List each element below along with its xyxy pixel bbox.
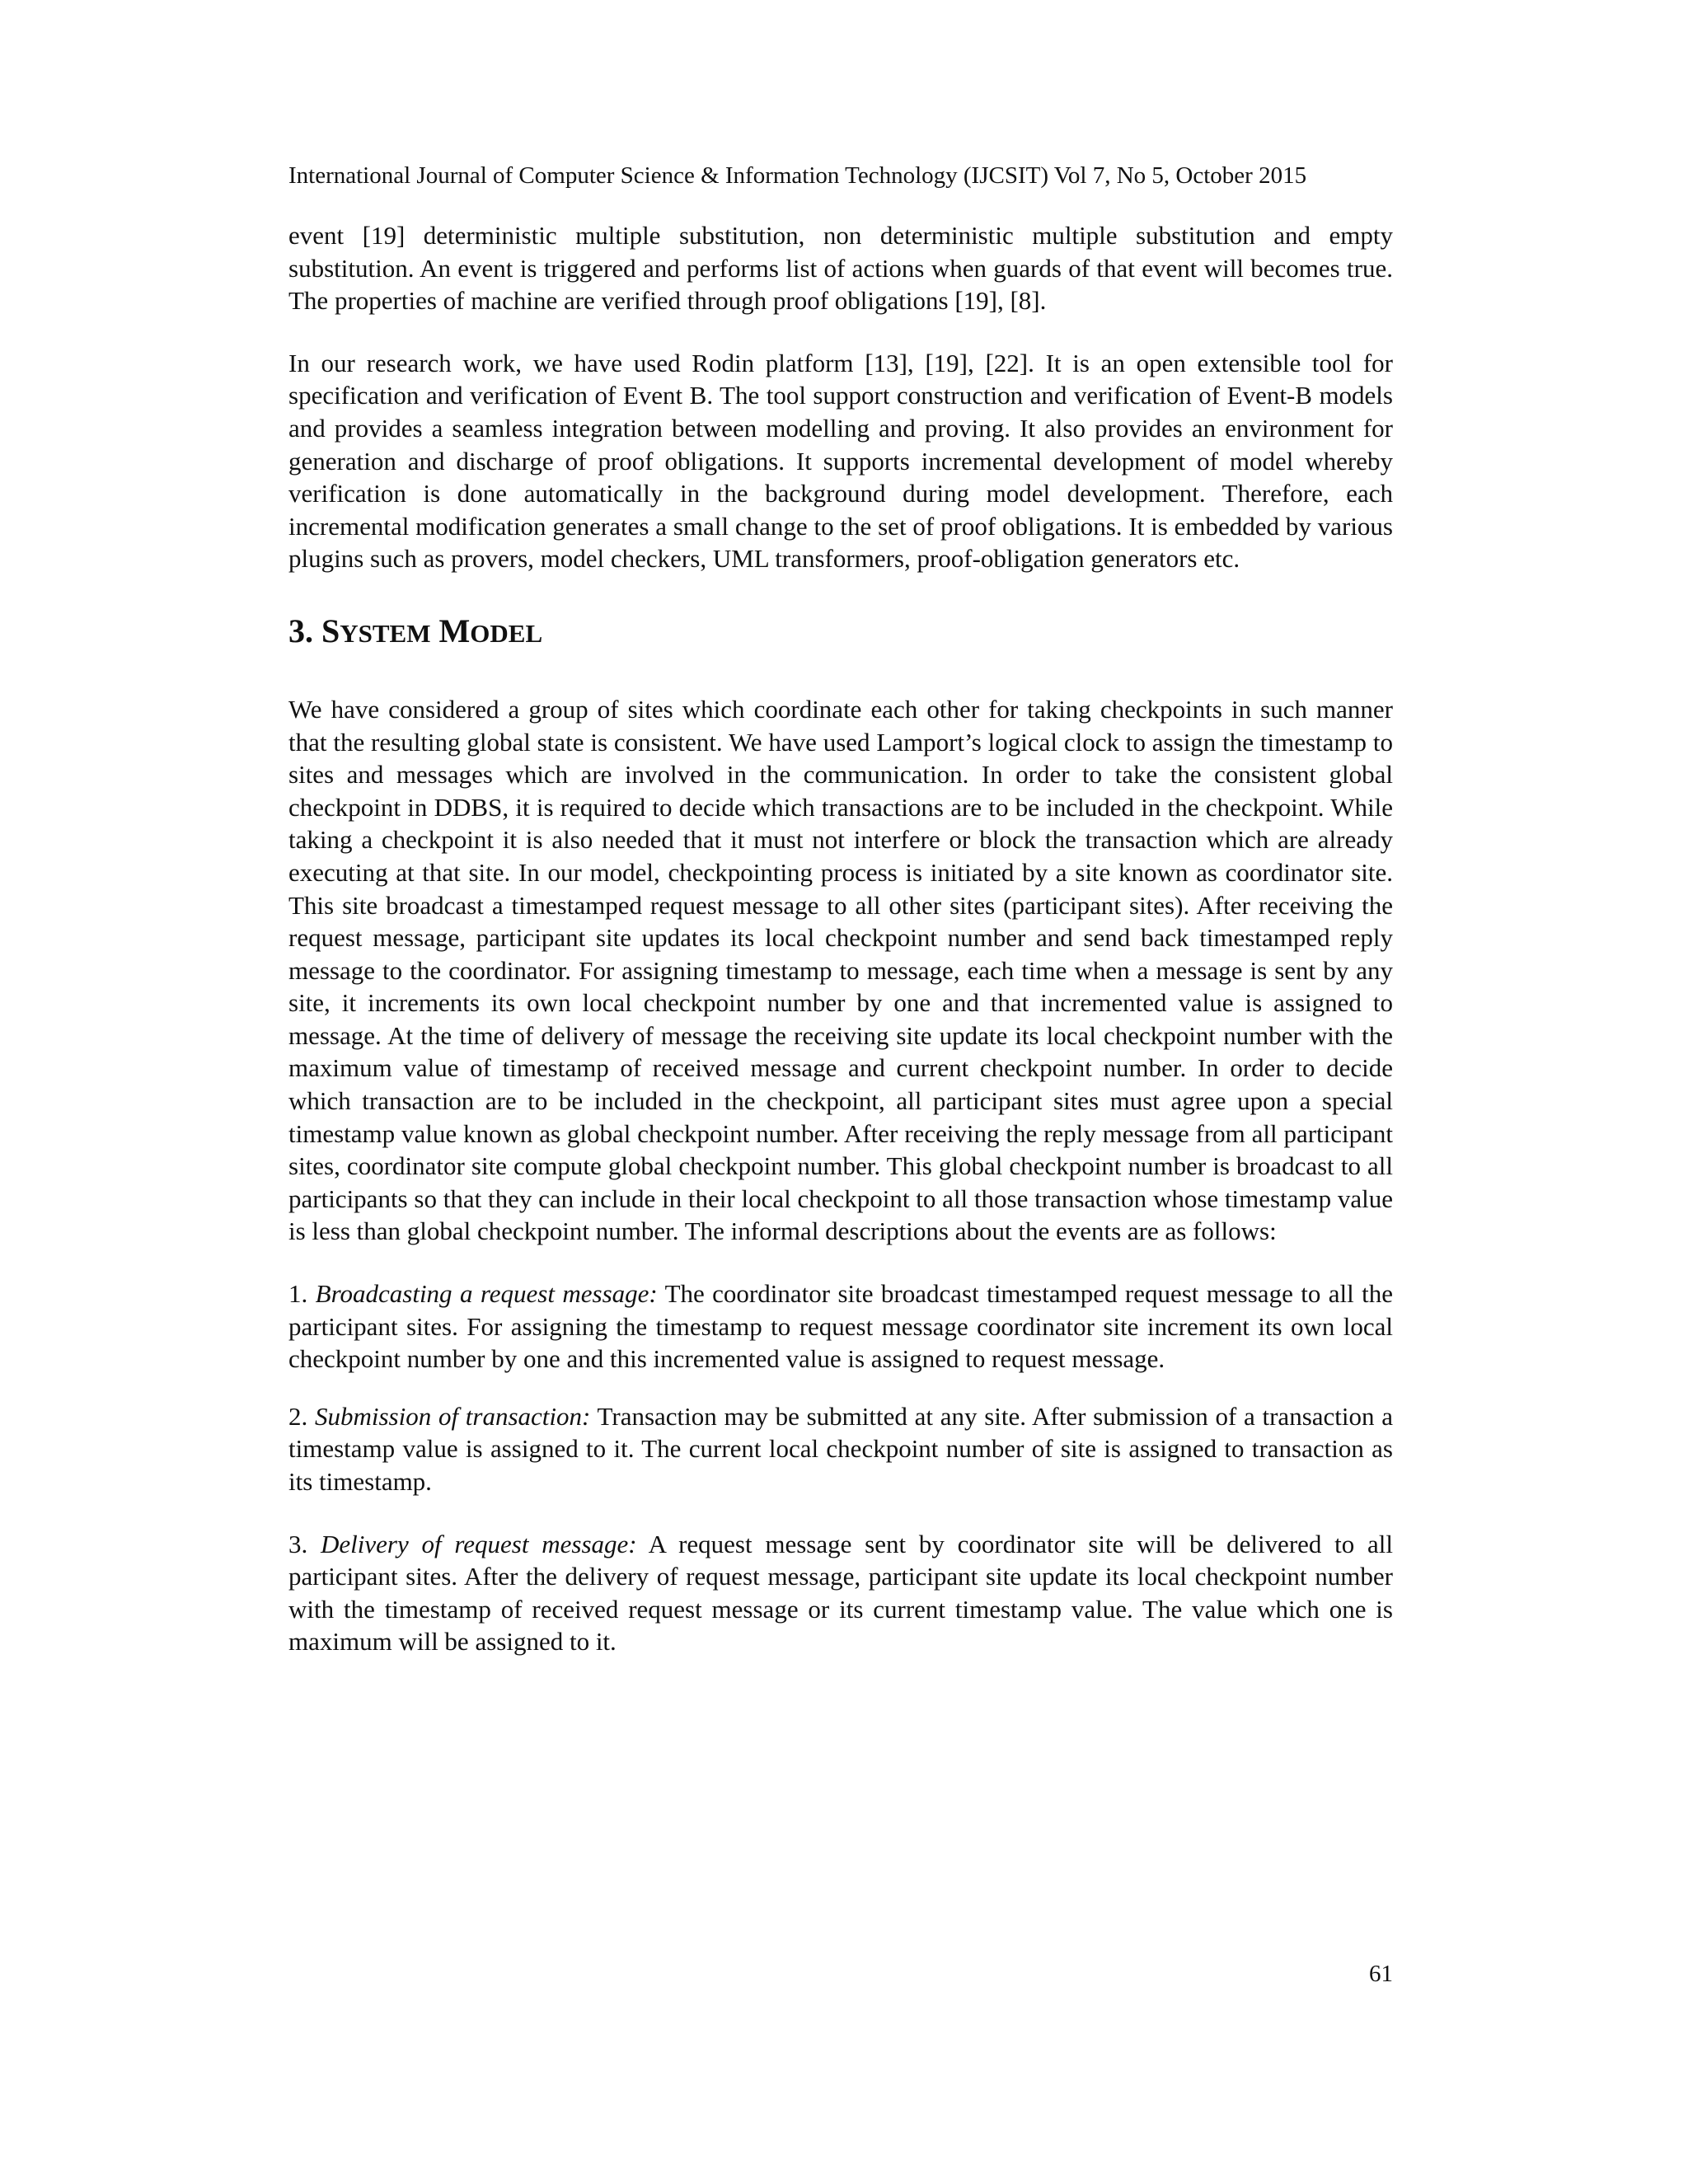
list-item-text: Transaction may be submitted at any site. After submission of a transaction a timestamp value is assigned to it. The current local checkpoint number of site is assigned to transaction as its timestamp. [288, 1401, 1393, 1496]
list-item-submission [288, 1400, 1393, 1498]
list-item-number: 3. [288, 1529, 308, 1558]
body-text [288, 219, 1393, 1658]
list-item-number: 2. [288, 1401, 308, 1431]
section-number: 3. [288, 612, 313, 649]
paragraph-rodin-platform: In our research work, we have used Rodin platform [13], [19], [22]. It is an open extensible tool for specification and verification of Event B. The tool support construction and verification of Event-B models and provides a seamless integration between modelling and proving. It also provides an environment for generation and discharge of proof obligations. It supports incremental development of model whereby verification is done automatically in the background during model development. Therefore, each incremental modification generates a small change to the set of proof obligations. It is embedded by various plugins such as provers, model checkers, UML transformers, proof-obligation generators etc. [288, 348, 1393, 574]
list-item-term: Submission of transaction: [314, 1401, 591, 1431]
section-heading [288, 612, 1393, 654]
paragraph-event-substitution: event [19] deterministic multiple substitution, non deterministic multiple substitution and empty substitution. An event is triggered and performs list of actions when guards of that event will becomes true. The properties of machine are verified through proof obligations [19], [8]. [288, 221, 1393, 316]
list-item-text: A request message sent by coordinator site will be delivered to all participant sites. After the delivery of request message, participant site update its local checkpoint number with the timestamp of received request message or its current timestamp value. The value which one is maximum will be assigned to it. [288, 1529, 1394, 1657]
list-item-term: Broadcasting a request message: [315, 1279, 658, 1309]
list-item-number: 1. [288, 1279, 308, 1309]
section-title: SYSTEM MODEL [321, 612, 543, 649]
page-number: 61 [1369, 1961, 1393, 1987]
running-header: International Journal of Computer Science & Information Technology (IJCSIT) Vol 7, No 5, October 2015 [288, 162, 1307, 189]
paragraph-system-model: We have considered a group of sites which coordinate each other for taking checkpoints in such manner that the resulting global state is consistent. We have used Lamport’s logical clock to assign the timestamp to sites and messages which are involved in the communication. In order to take the consistent global checkpoint in DDBS, it is required to decide which transactions are to be included in the checkpoint. While taking a checkpoint it is also needed that it must not interfere or block the transaction which are already executing at that site. In our model, checkpointing process is initiated by a site known as coordinator site. This site broadcast a timestamped request message to all other sites (participant sites). After receiving the request message, participant site updates its local checkpoint number and send back timestamped reply message to the coordinator. For assigning timestamp to message, each time when a message is sent by any site, it increments its own local checkpoint number by one and that incremented value is assigned to message. At the time of delivery of message the receiving site update its local checkpoint number with the maximum value of timestamp of received message and current checkpoint number. In order to decide which transaction are to be included in the checkpoint, all participant sites must agree upon a special timestamp value known as global checkpoint number. After receiving the reply message from all participant sites, coordinator site compute global checkpoint number. This global checkpoint number is broadcast to all participants so that they can include in their local checkpoint to all those transaction whose timestamp value is less than global checkpoint number. The informal descriptions about the events are as follows: [288, 694, 1393, 1246]
list-item-text: The coordinator site broadcast timestamped request message to all the participant sites. For assigning the timestamp to request message coordinator site increment its own local checkpoint number by one and this incremented value is assigned to request message. [288, 1279, 1393, 1374]
list-item-broadcasting [288, 1277, 1393, 1376]
list-item-delivery [288, 1528, 1393, 1658]
list-item-term: Delivery of request message: [321, 1529, 637, 1558]
